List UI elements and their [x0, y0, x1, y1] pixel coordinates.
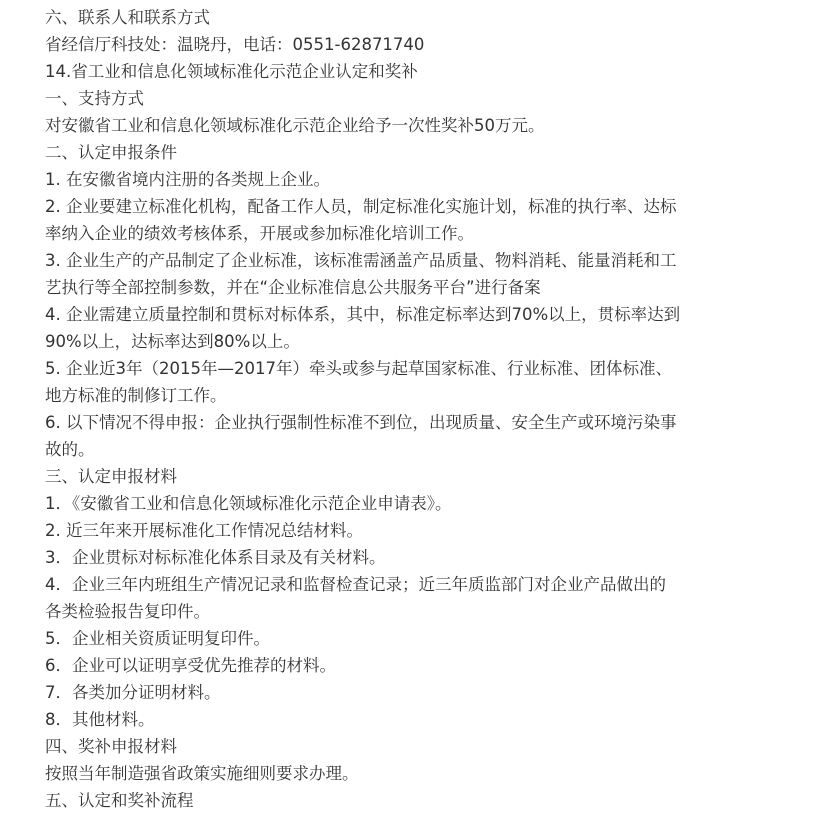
material-line: 3．企业贯标对标标准化体系目录及有关材料。 [45, 548, 386, 567]
section-heading-materials: 三、认定申报材料 [45, 467, 177, 486]
section-heading-support: 一、支持方式 [45, 89, 144, 108]
condition-line: 6. 以下情况不得申报：企业执行强制性标准不到位，出现质量、安全生产或环境污染事 [45, 413, 677, 432]
contact-info: 省经信厅科技处：温晓丹，电话：0551-62871740 [45, 35, 425, 54]
section-heading-subsidy-materials: 四、奖补申报材料 [45, 737, 177, 756]
material-line: 4．企业三年内班组生产情况记录和监督检查记录；近三年质监部门对企业产品做出的 [45, 575, 666, 594]
condition-line: 故的。 [45, 440, 95, 459]
condition-line: 率纳入企业的绩效考核体系，开展或参加标准化培训工作。 [45, 224, 474, 243]
material-line: 2. 近三年来开展标准化工作情况总结材料。 [45, 521, 363, 540]
section-heading-contacts: 六、联系人和联系方式 [45, 8, 210, 27]
material-line: 各类检验报告复印件。 [45, 602, 210, 621]
support-text: 对安徽省工业和信息化领域标准化示范企业给予一次性奖补50万元。 [45, 116, 545, 135]
condition-line: 5. 企业近3年（2015年—2017年）牵头或参与起草国家标准、行业标准、团体标准、 [45, 359, 672, 378]
section-heading-process: 五、认定和奖补流程 [45, 791, 194, 810]
section-heading-conditions: 二、认定申报条件 [45, 143, 177, 162]
material-line: 5．企业相关资质证明复印件。 [45, 629, 270, 648]
material-line: 6．企业可以证明享受优先推荐的材料。 [45, 656, 336, 675]
condition-line: 艺执行等全部控制参数，并在“企业标准信息公共服务平台”进行备案 [45, 278, 541, 297]
item-title: 14.省工业和信息化领域标准化示范企业认定和奖补 [45, 62, 418, 81]
condition-line: 3. 企业生产的产品制定了企业标准，该标准需涵盖产品质量、物料消耗、能量消耗和工 [45, 251, 677, 270]
document-body [45, 4, 815, 814]
condition-line: 地方标准的制修订工作。 [45, 386, 227, 405]
subsidy-text: 按照当年制造强省政策实施细则要求办理。 [45, 764, 359, 783]
condition-line: 4. 企业需建立质量控制和贯标对标体系，其中，标准定标率达到70%以上，贯标率达到 [45, 305, 681, 324]
material-line: 8．其他材料。 [45, 710, 155, 729]
material-line: 1．《安徽省工业和信息化领域标准化示范企业申请表》。 [45, 494, 452, 513]
material-line: 7．各类加分证明材料。 [45, 683, 221, 702]
condition-line: 2. 企业要建立标准化机构，配备工作人员，制定标准化实施计划，标准的执行率、达标 [45, 197, 677, 216]
condition-line: 1. 在安徽省境内注册的各类规上企业。 [45, 170, 330, 189]
condition-line: 90%以上，达标率达到80%以上。 [45, 332, 300, 351]
